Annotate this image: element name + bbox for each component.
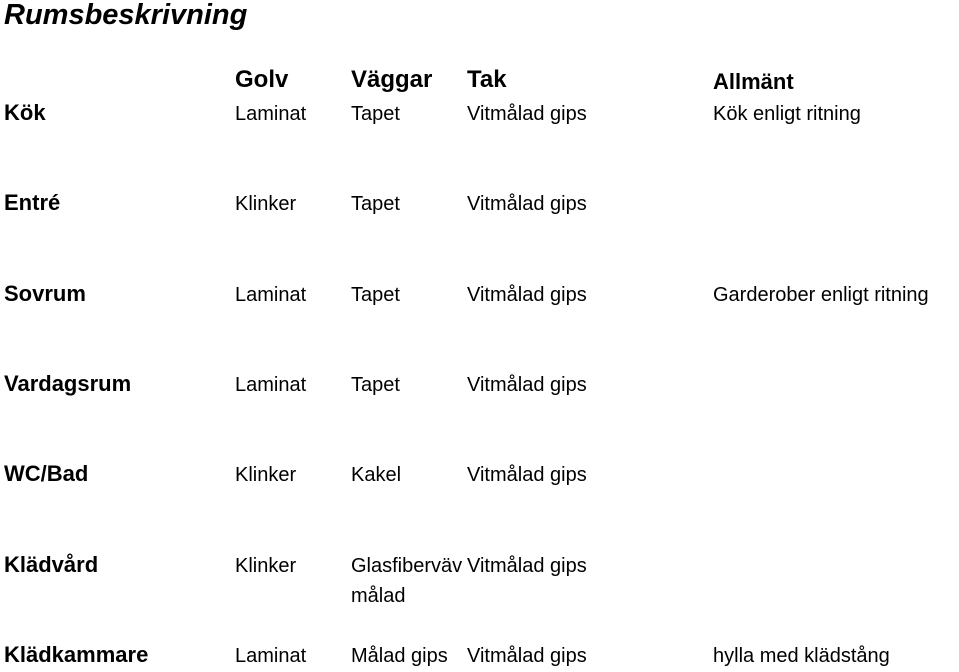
room-name: Klädvård [4, 552, 99, 577]
cell-vaggar: Tapet [351, 103, 400, 125]
room-name: WC/Bad [4, 461, 89, 486]
cell-golv: Laminat [235, 645, 307, 667]
cell-allmant: Garderober enligt ritning [713, 284, 929, 306]
column-header-tak: Tak [467, 66, 507, 93]
cell-golv: Klinker [235, 193, 297, 215]
room-name: Klädkammare [4, 642, 149, 667]
cell-vaggar: Målad gips [351, 645, 448, 667]
cell-allmant: hylla med klädstång [713, 645, 890, 667]
cell-tak: Vitmålad gips [467, 374, 587, 396]
room-name: Kök [4, 100, 46, 125]
cell-golv: Laminat [235, 374, 307, 396]
cell-vaggar: Kakel [351, 464, 402, 486]
cell-tak: Vitmålad gips [467, 555, 587, 577]
column-header-allmant: Allmänt [713, 69, 794, 94]
cell-allmant: Kök enligt ritning [713, 103, 861, 125]
cell-vaggar: Tapet [351, 284, 400, 306]
cell-golv: Laminat [235, 103, 307, 125]
room-name: Sovrum [4, 281, 86, 306]
room-name: Vardagsrum [4, 371, 132, 396]
cell-vaggar: Tapet [351, 374, 400, 396]
page-title: Rumsbeskrivning [4, 0, 248, 31]
cell-tak: Vitmålad gips [467, 645, 587, 667]
column-header-vaggar: Väggar [351, 66, 433, 93]
cell-vaggar: Glasfiberväv [351, 555, 463, 577]
cell-tak: Vitmålad gips [467, 284, 587, 306]
cell-tak: Vitmålad gips [467, 103, 587, 125]
cell-tak: Vitmålad gips [467, 193, 587, 215]
room-name: Entré [4, 190, 61, 215]
cell-golv: Laminat [235, 284, 307, 306]
cell-tak: Vitmålad gips [467, 464, 587, 486]
cell-golv: Klinker [235, 464, 297, 486]
cell-vaggar-line2: målad [351, 585, 406, 607]
cell-vaggar: Tapet [351, 193, 400, 215]
cell-golv: Klinker [235, 555, 297, 577]
column-header-golv: Golv [235, 66, 289, 93]
